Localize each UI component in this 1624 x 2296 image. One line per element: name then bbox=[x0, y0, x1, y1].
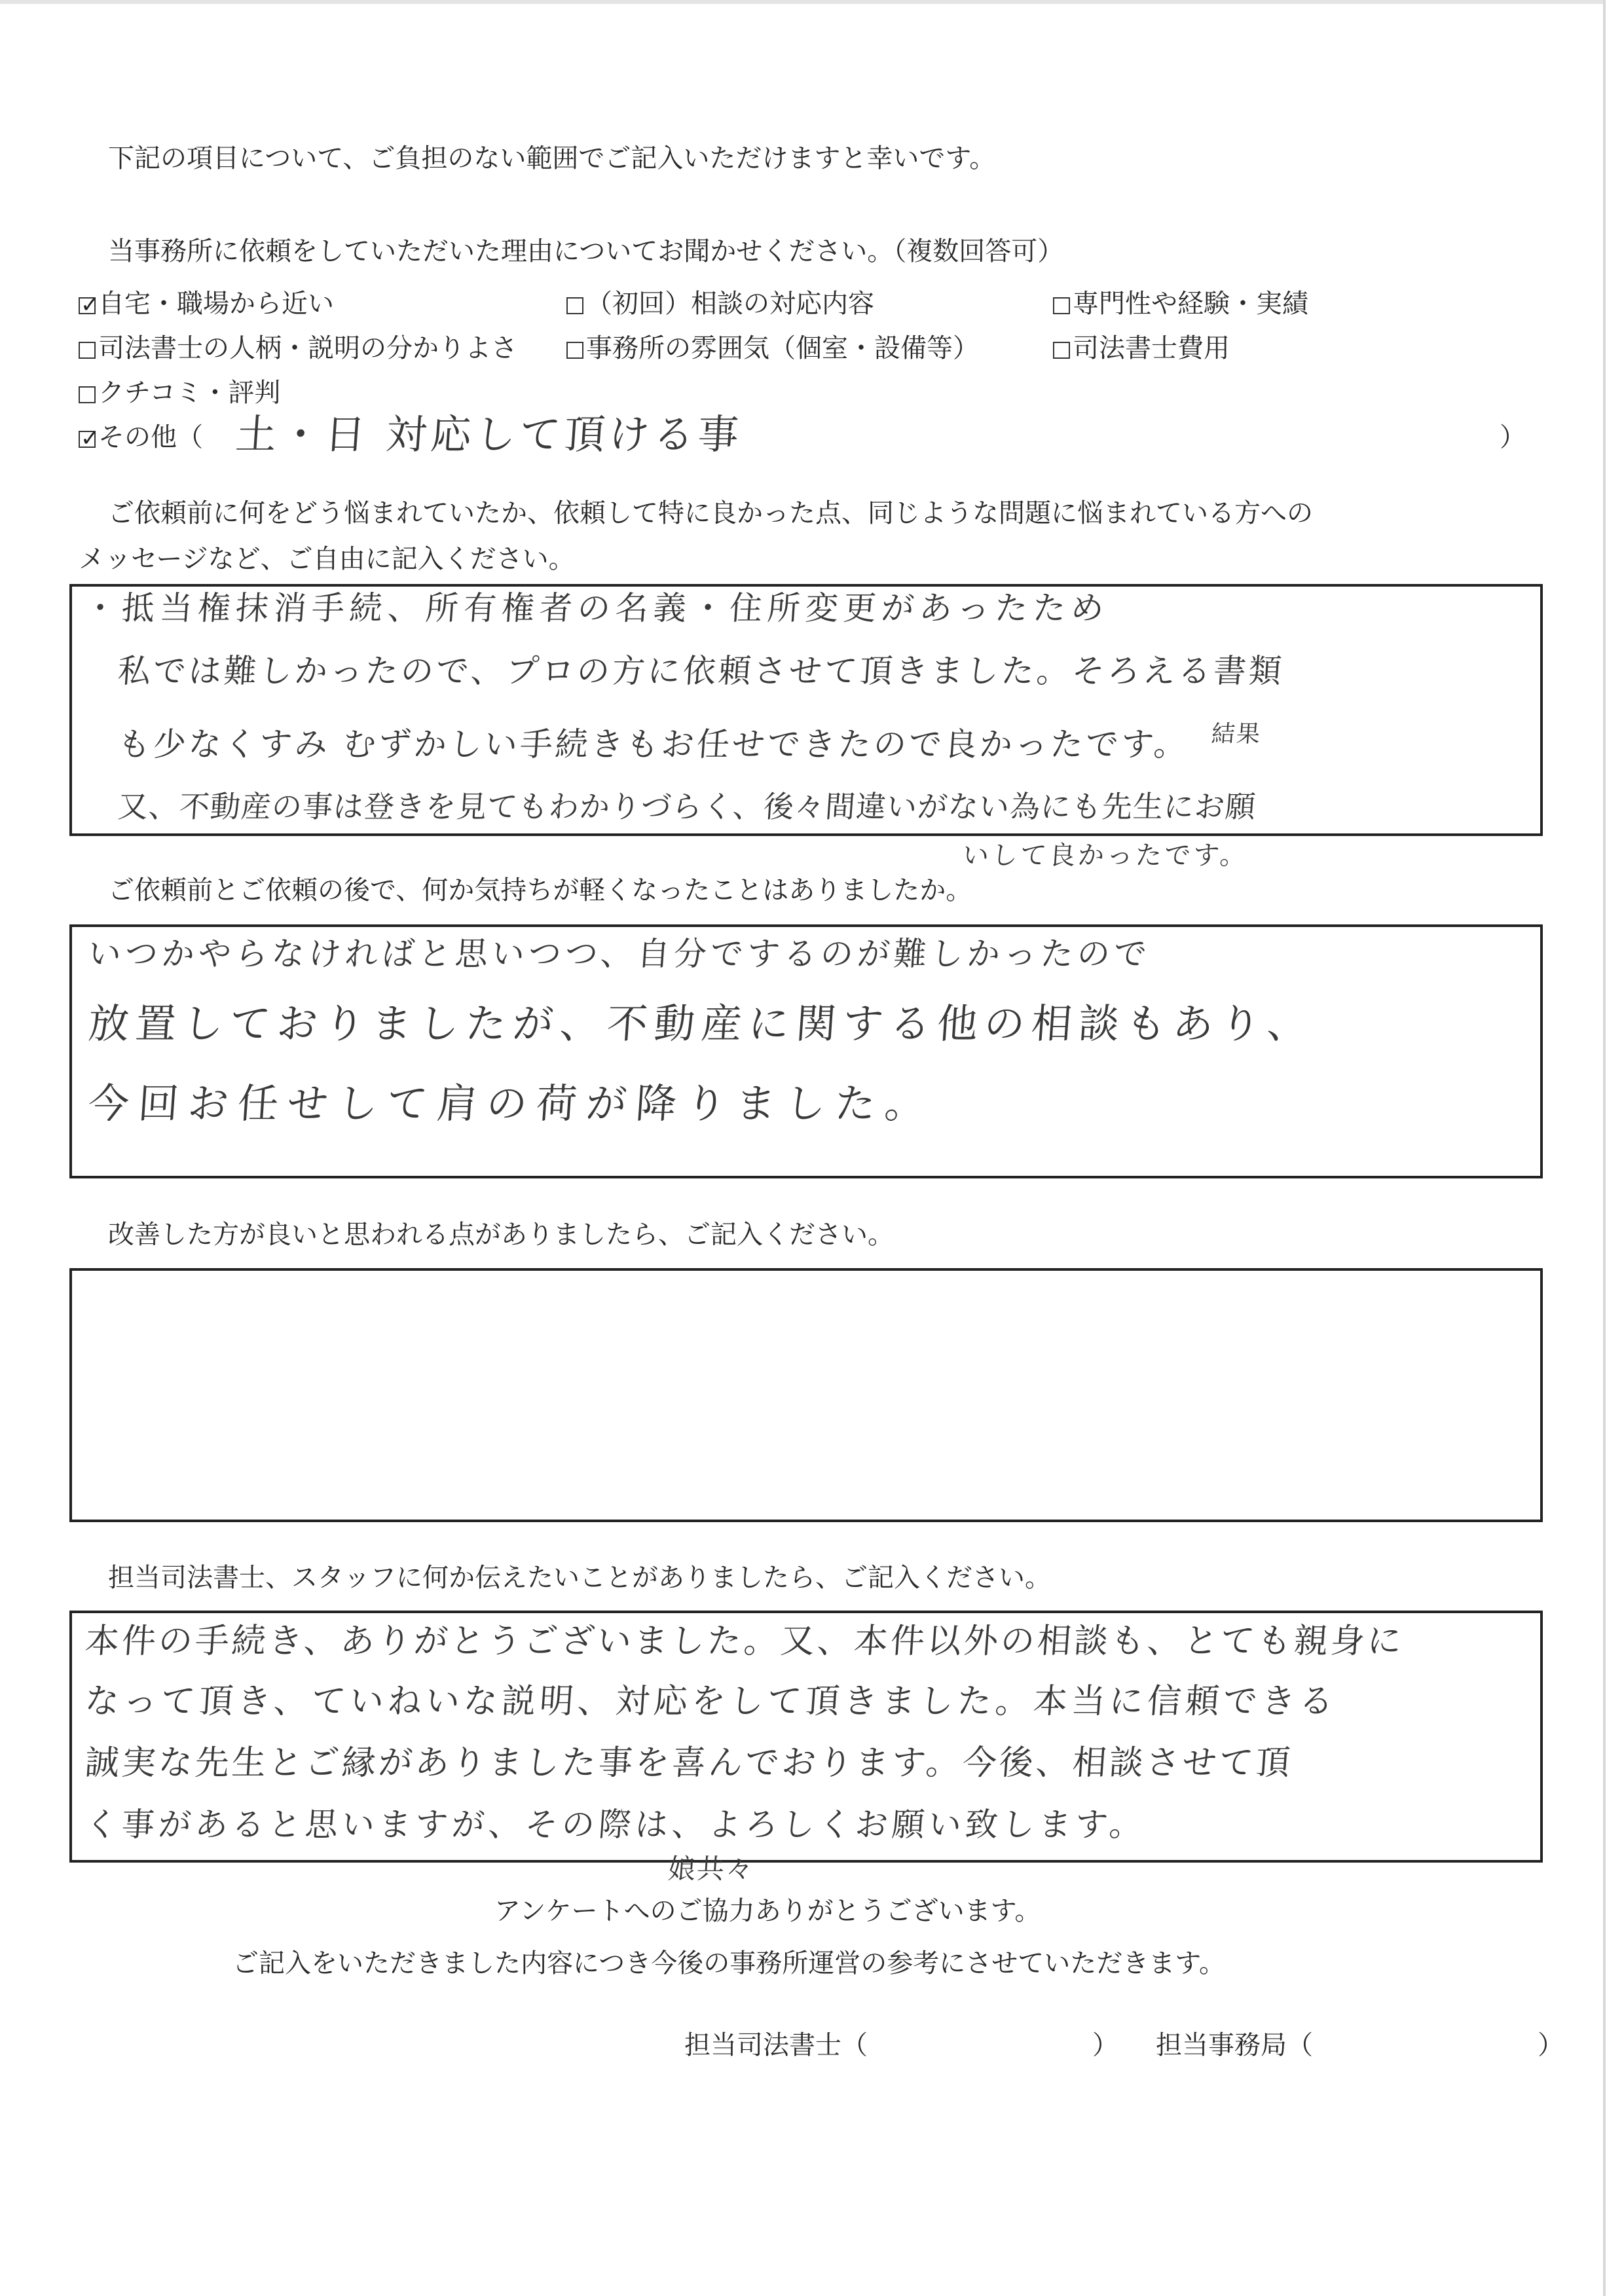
q2-answer-line: も少なくすみ むずかしい手続きもお任せできたので良かったです。 bbox=[116, 725, 1190, 763]
q3-answer-line: 今回お任せして肩の荷が降りました。 bbox=[86, 1080, 936, 1127]
option-expertise[interactable] bbox=[1053, 288, 1308, 319]
other-answer-handwriting: 土・日 対応して頂ける事 bbox=[234, 410, 745, 458]
option-reviews[interactable] bbox=[79, 377, 280, 409]
option-label: 司法書士費用 bbox=[1073, 333, 1230, 363]
checkbox-icon[interactable] bbox=[79, 342, 96, 359]
closing-thanks: アンケートへのご協力ありがとうございます。 bbox=[494, 1896, 1041, 1926]
q2-answer-line: 私では難しかったので、プロの方に依頼させて頂きました。そろえる書類 bbox=[116, 652, 1286, 690]
q3-question: ご依頼前とご依頼の後で、何か気持ちが軽くなったことはありましたか。 bbox=[108, 875, 972, 905]
q5-answer-line: く事があると思いますが、その際は、よろしくお願い致します。 bbox=[83, 1806, 1148, 1844]
q2-answer-line: ・抵当権抹消手続、所有権者の名義・住所変更があったため bbox=[82, 589, 1111, 627]
q4-question: 改善した方が良いと思われる点がありましたら、ご記入ください。 bbox=[108, 1220, 894, 1250]
q5-insert-note: 娘共々 bbox=[667, 1853, 756, 1885]
q1-question: 当事務所に依頼をしていただいた理由についてお聞かせください。（複数回答可） bbox=[108, 236, 1064, 266]
checkbox-icon[interactable] bbox=[1053, 342, 1070, 359]
jimukyoku-close: ） bbox=[1538, 2030, 1564, 2060]
option-other-label: その他（ bbox=[98, 422, 203, 452]
q5-answer-line: なって頂き、ていねいな説明、対応をして頂きました。本当に信頼できる bbox=[83, 1682, 1339, 1721]
checkbox-icon[interactable] bbox=[1053, 297, 1070, 314]
q2-insert-note: 結果 bbox=[1210, 721, 1263, 748]
option-other-close: ） bbox=[1500, 422, 1526, 452]
option-label: 自宅・職場から近い bbox=[98, 289, 334, 319]
closing-reference: ご記入をいただきました内容につき今後の事務所運営の参考にさせていただきます。 bbox=[232, 1948, 1225, 1978]
scan-right-edge bbox=[1603, 0, 1606, 2296]
jimukyoku-label: 担当事務局（ bbox=[1156, 2030, 1313, 2060]
q3-answer-line: 放置しておりましたが、不動産に関する他の相談もあり、 bbox=[86, 1000, 1316, 1048]
q5-answer-line: 誠実な先生とご縁がありました事を喜んでおります。今後、相談させて頂 bbox=[83, 1743, 1294, 1783]
option-label: （初回）相談の対応内容 bbox=[586, 289, 874, 319]
scan-top-edge bbox=[0, 0, 1603, 4]
q2-answer-line: いして良かったです。 bbox=[961, 841, 1250, 871]
intro-text: 下記の項目について、ご負担のない範囲でご記入いただけますと幸いです。 bbox=[108, 143, 996, 173]
q4-answer-box[interactable] bbox=[69, 1268, 1543, 1522]
q2-question-line1: ご依頼前に何をどう悩まれていたか、依頼して特に良かった点、同じような問題に悩まれている方への bbox=[108, 498, 1313, 528]
checkbox-icon[interactable] bbox=[79, 386, 96, 403]
checkbox-checked-icon[interactable] bbox=[79, 431, 96, 448]
option-label: 司法書士の人柄・説明の分かりよさ bbox=[98, 333, 517, 363]
q5-question: 担当司法書士、スタッフに何か伝えたいことがありましたら、ご記入ください。 bbox=[108, 1563, 1051, 1593]
option-personality[interactable] bbox=[79, 333, 517, 364]
option-label: クチコミ・評判 bbox=[98, 378, 281, 408]
option-fees[interactable] bbox=[1053, 333, 1230, 364]
option-atmosphere[interactable] bbox=[566, 333, 979, 364]
q2-answer-line: 又、不動産の事は登きを見てもわかりづらく、後々間違いがない為にも先生にお願 bbox=[117, 789, 1257, 824]
shihoshoshi-close: ） bbox=[1092, 2030, 1118, 2060]
option-initial-consultation[interactable] bbox=[566, 288, 874, 319]
checkbox-icon[interactable] bbox=[566, 297, 583, 314]
option-other[interactable] bbox=[79, 422, 203, 453]
option-label: 事務所の雰囲気（個室・設備等） bbox=[586, 333, 979, 363]
option-label: 専門性や経験・実績 bbox=[1073, 289, 1308, 319]
checkbox-icon[interactable] bbox=[566, 342, 583, 359]
q3-answer-line: いつかやらなければと思いつつ、自分でするのが難しかったので bbox=[86, 935, 1153, 973]
option-close-to-home[interactable] bbox=[79, 288, 334, 319]
shihoshoshi-label: 担当司法書士（ bbox=[684, 2030, 868, 2060]
q2-question-line2: メッセージなど、ご自由に記入ください。 bbox=[79, 544, 575, 574]
checkbox-checked-icon[interactable] bbox=[79, 297, 96, 314]
q5-answer-line: 本件の手続き、ありがとうございました。又、本件以外の相談も、とても親身に bbox=[83, 1622, 1406, 1661]
